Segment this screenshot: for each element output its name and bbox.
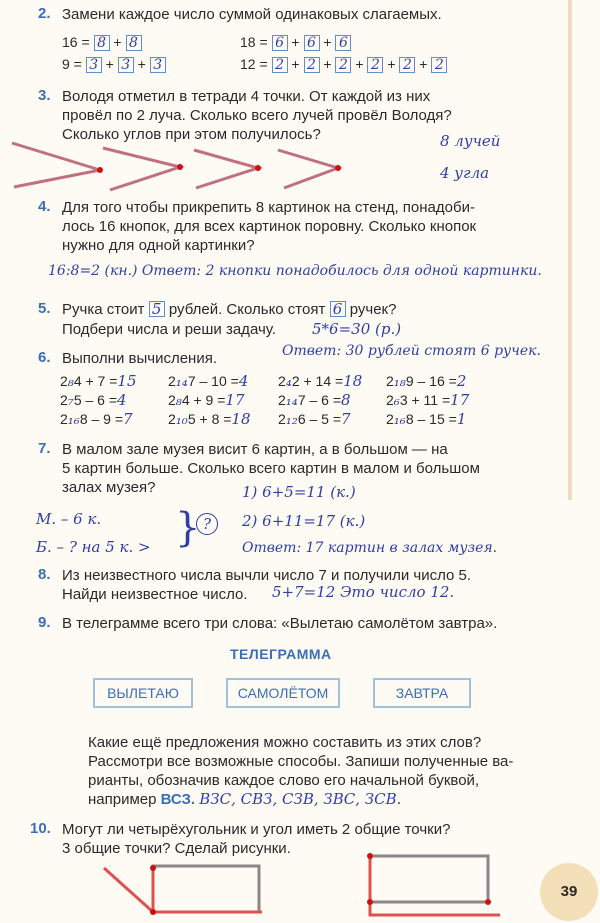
task-text: например ВСЗ. ВЗС, СВЗ, СЗВ, ЗВС, ЗСВ. (88, 790, 402, 808)
task-number: 7. (38, 440, 51, 457)
task-text: В телеграмме всего три слова: «Вылетаю самолётом завтра». (62, 615, 498, 632)
task-text: залах музея? (62, 479, 156, 496)
angle-drawings (12, 143, 338, 190)
task-text: Рассмотри все возможные способы. Запиши полученные ва- (88, 753, 514, 770)
task-text: нужно для одной картинки? (62, 237, 255, 254)
answer: Ответ: 30 рублей стоят 6 ручек. (282, 343, 541, 359)
task-text: Сколько углов при этом получилось? (62, 126, 321, 143)
task-text: Выполни вычисления. (62, 350, 217, 367)
solution-step-2: 2) 6+11=17 (к.) (242, 512, 366, 530)
task-text: Для того чтобы прикрепить 8 картинок на стенд, понадоби- (62, 199, 475, 216)
calc-column-1: 2₈4 + 7 =15 2₇5 – 6 =4 2₁₆8 – 9 =7 (60, 372, 137, 428)
sum-16: 16 = 8 + 8 (62, 33, 142, 52)
task-text: Найди неизвестное число. (62, 586, 248, 603)
brace: } (175, 505, 201, 551)
calc-column-4: 2₁₈9 – 16 =2 2₆3 + 11 =17 2₁₆8 – 15 =1 (386, 372, 470, 428)
task-text: Могут ли четырёхугольник и угол иметь 2 общие точки? (62, 821, 451, 838)
task-number: 2. (38, 5, 51, 22)
sum-12: 12 = 2 + 2 + 2 + 2 + 2 + 2 (240, 55, 447, 74)
quadrilateral-angle-2-points (104, 866, 262, 912)
calc-column-3: 2₄2 + 14 =18 2₁₄7 – 6 =8 2₁₂6 – 5 =7 (278, 372, 363, 428)
task-text: Из неизвестного числа вычли число 7 и получили число 5. (62, 567, 472, 584)
task-text: Какие ещё предложения можно составить из этих слов? (88, 734, 482, 751)
calc-column-2: 2₁₄7 – 10 =4 2₈4 + 9 =17 2₁₀5 + 8 =18 (168, 372, 251, 428)
task-number: 8. (38, 566, 51, 583)
telegram-word-2: САМОЛЁТОМ (226, 678, 340, 708)
answer: Ответ: 17 картин в залах музея. (242, 540, 498, 556)
task-number: 6. (38, 349, 51, 366)
task-text: 5 картин больше. Сколько всего картин в малом и большом (62, 460, 480, 477)
condition-small-hall: М. – 6 к. (36, 510, 102, 528)
task-number: 9. (38, 614, 51, 631)
task-text: Замени каждое число суммой одинаковых слагаемых. (62, 6, 442, 23)
task-text: Ручка стоит 5 рублей. Сколько стоят 6 ручек? (62, 300, 397, 318)
task-text: лось 16 кнопок, для всех картинок поровну. Сколько кнопок (62, 218, 477, 235)
task-number: 5. (38, 300, 51, 317)
task-text: провёл по 2 луча. Сколько всего лучей провёл Володя? (62, 107, 452, 124)
question-circle: ? (196, 513, 218, 535)
task-text: В малом зале музея висит 6 картин, а в большом — на (62, 441, 448, 458)
answer-rays: 8 лучей (440, 132, 501, 150)
solution-step-1: 1) 6+5=11 (к.) (242, 483, 356, 501)
task-text: 3 общие точки? Сделай рисунки. (62, 840, 291, 857)
answer-angles: 4 угла (440, 164, 490, 182)
condition-big-hall: Б. – ? на 5 к. > (36, 538, 151, 556)
answer: 16:8=2 (кн.) Ответ: 2 кнопки понадобилось для одной картинки. (48, 263, 542, 279)
task-number: 10. (30, 820, 51, 837)
sum-9: 9 = 3 + 3 + 3 (62, 55, 166, 74)
page-number: 39 (540, 863, 598, 921)
task-text: рианты, обозначив каждое слово его начальной буквой, (88, 772, 480, 789)
answer: 5+7=12 Это число 12. (272, 583, 455, 601)
quadrilateral-angle-3-points (370, 856, 500, 915)
task-text: Подбери числа и реши задачу. (62, 321, 276, 338)
sum-18: 18 = 6 + 6 + 6 (240, 33, 351, 52)
telegram-title: ТЕЛЕГРАММА (230, 646, 332, 662)
task-number: 4. (38, 198, 51, 215)
calc: 5*6=30 (р.) (312, 320, 402, 338)
task-text: Володя отметил в тетради 4 точки. От каждой из них (62, 88, 431, 105)
telegram-word-3: ЗАВТРА (373, 678, 471, 708)
telegram-word-1: ВЫЛЕТАЮ (93, 678, 193, 708)
task-number: 3. (38, 87, 51, 104)
